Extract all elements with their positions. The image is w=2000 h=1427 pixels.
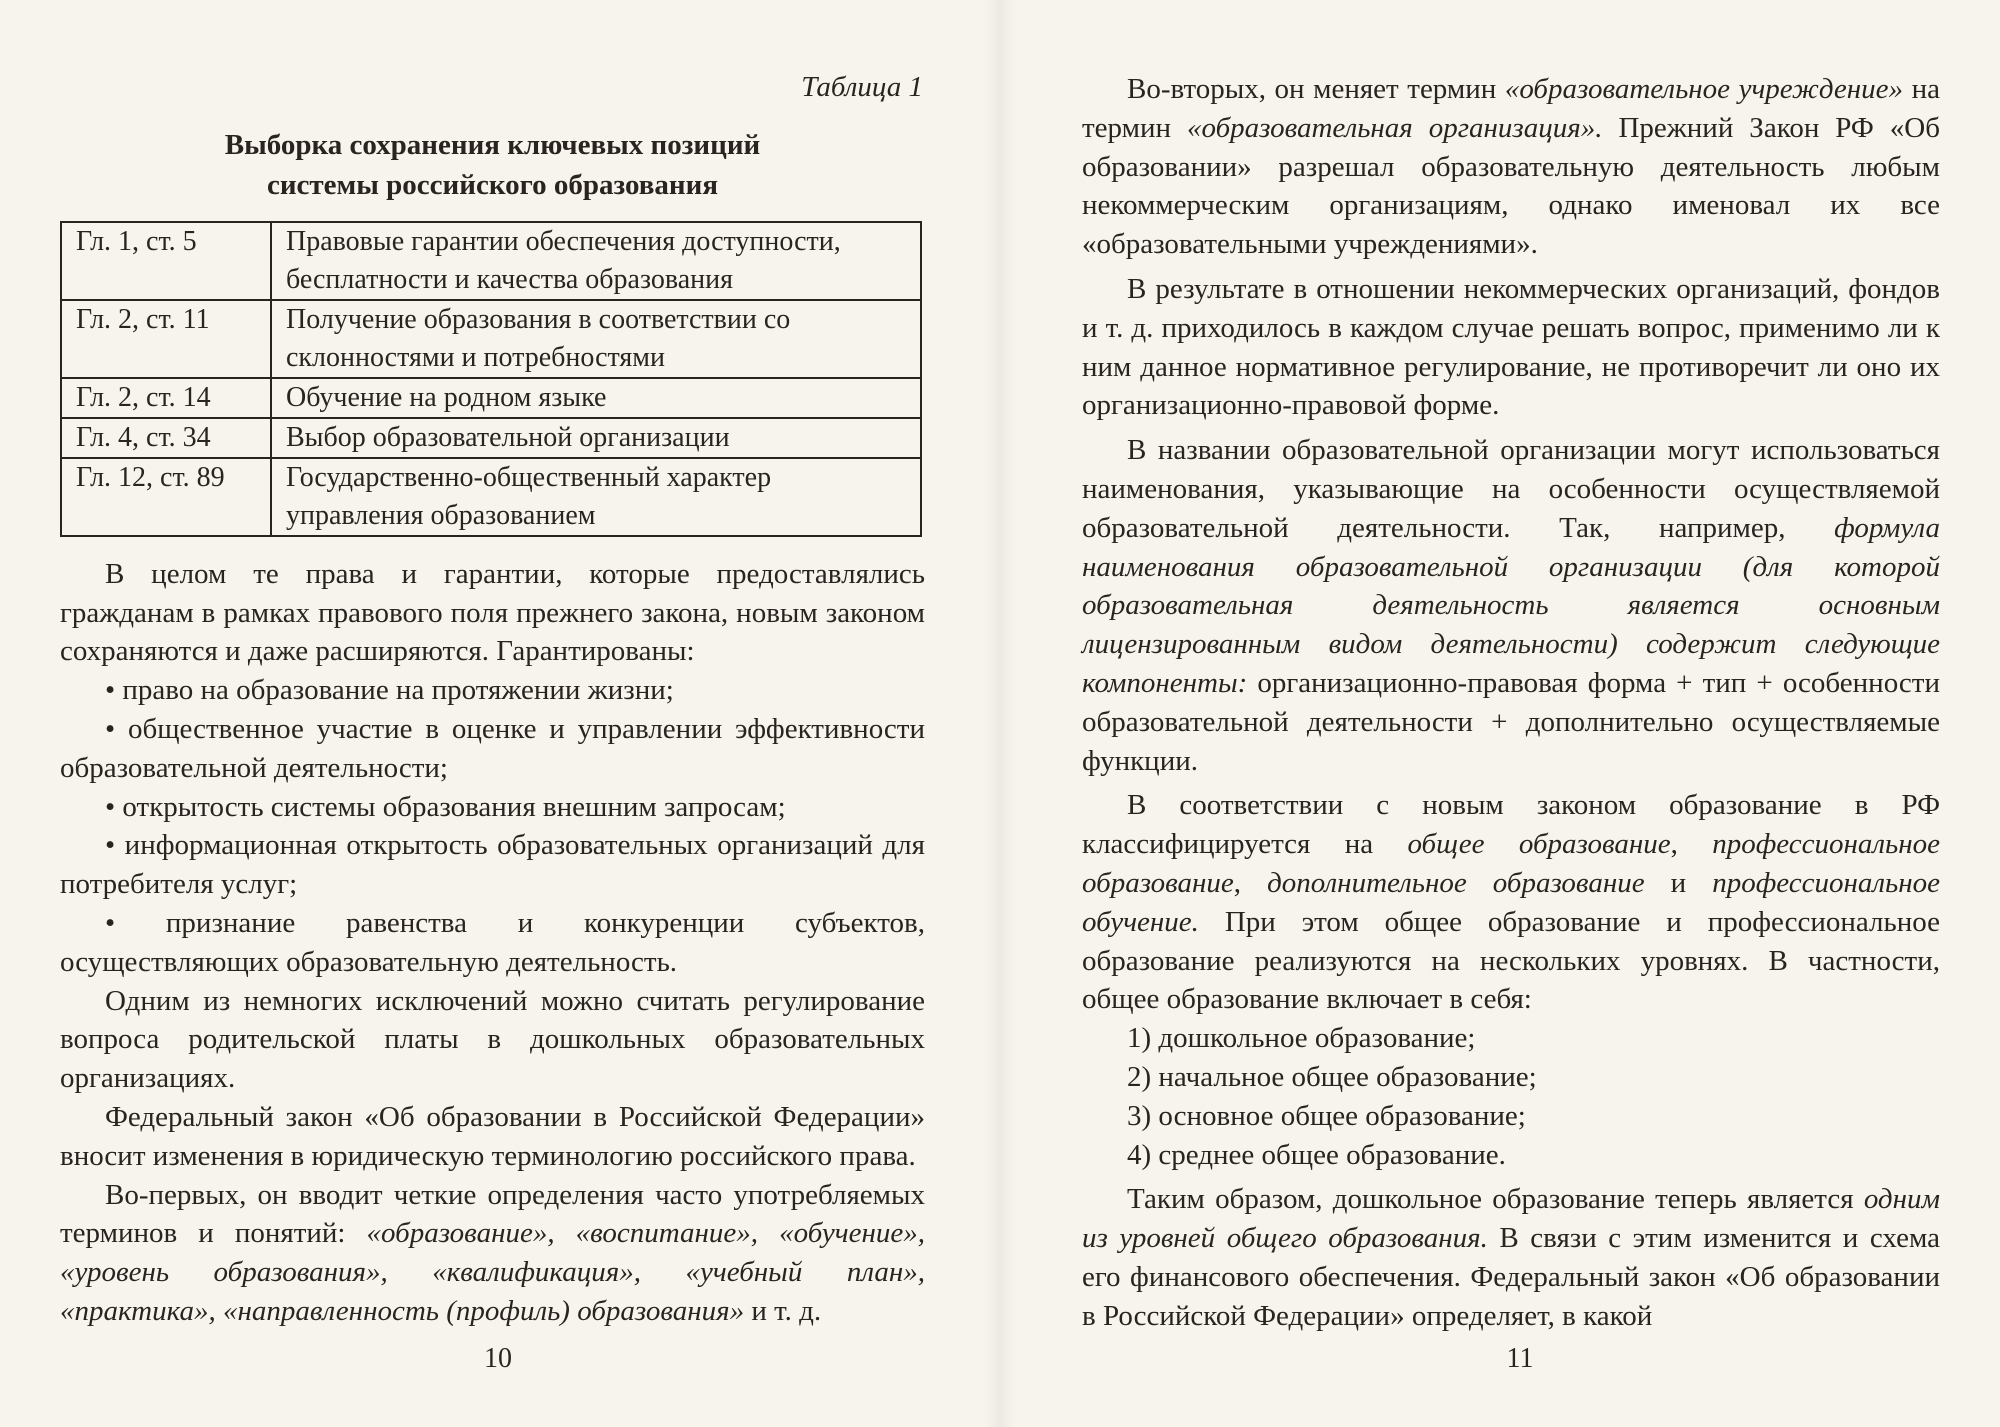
term-professional-training: профессиональное обучение. (1082, 866, 1940, 938)
page-number-right: 11 (1506, 1343, 1534, 1374)
paragraph-firstly (60, 1176, 925, 1331)
paragraph-firstly-text: Во-первых, он вводит четкие определения часто употребляемых терминов и понятий: (60, 1178, 925, 1250)
table-row (61, 458, 921, 536)
paragraph-rights: В целом те права и гарантии, которые предоставлялись гражданам в рамках правового поля прежнего закона, новым законом сохраняются и даже расширяются. Гарантированы: (60, 557, 925, 668)
table-row (61, 300, 921, 378)
conclusion-italic: одним из уровней общего образования. (1082, 1183, 1940, 1255)
bullet-item: • открытость системы образования внешним запросам; (105, 790, 786, 823)
table-title-line-2: системы российского образования (266, 168, 719, 201)
table-cell-ref: Гл. 1, ст. 5 (61, 222, 271, 300)
paragraph-result: В результате в отношении некоммерческих организаций, фондов и т. д. приходилось в каждом случае решать вопрос, применимо ли к ним данное нормативное регулирование, не противоречит ли оно их организационно-правовой форме. (1082, 272, 1940, 422)
bullet-item: • признание равенства и конкуренции субъектов, осуществляющих образовательную деятельность. (60, 906, 925, 978)
classification-end: При этом общее образование и профессиональное образование реализуются на нескольких уровнях. В частности, общее образование включает в себя: (1082, 905, 1940, 1016)
page-number-left: 10 (484, 1343, 512, 1374)
term-professional-education: профессиональное образование (1082, 828, 1940, 899)
table-cell-text: Правовые гарантии обеспечения доступности, бесплатности и качества образования (271, 222, 921, 300)
right-page (1000, 0, 2000, 1427)
term-institution: «образовательное учреждение» (1504, 73, 1904, 105)
paragraph-exceptions: Одним из немногих исключений можно считать регулирование вопроса родительской платы в дошкольных образовательных организациях. (60, 984, 925, 1095)
table-row (61, 222, 921, 300)
table-row (61, 378, 921, 418)
bullet-item: • право на образование на протяжении жизни; (105, 674, 674, 707)
bullet-item: • информационная открытость образовательных организаций для потребителя услуг; (60, 829, 925, 901)
conclusion-text: Таким образом, дошкольное образование теперь является (1127, 1183, 1864, 1216)
paragraph-naming-text: В названии образовательной организации могут использоваться наименования, указывающие на особенности осуществляемой образовательной деятельности. Так, например, (1082, 434, 1940, 544)
list-item: 2) начальное общее образование; (1127, 1060, 1537, 1093)
separator: , (1233, 866, 1268, 899)
conclusion-end: В связи с этим изменится и схема его финансового обеспечения. Федеральный закон «Об образовании в Российской Федерации» определяет, в какой (1082, 1222, 1940, 1332)
table-cell-ref: Гл. 12, ст. 89 (61, 458, 271, 536)
key-positions-table (60, 221, 922, 537)
table-caption: Таблица 1 (801, 71, 923, 103)
paragraph-federal-law: Федеральный закон «Об образовании в Российской Федерации» вносит изменения в юридическую терминологию российского права. (60, 1100, 925, 1172)
table-cell-text: Обучение на родном языке (271, 378, 921, 418)
list-item: 4) среднее общее образование. (1127, 1138, 1506, 1171)
paragraph-secondly (1082, 70, 1940, 264)
paragraph-conclusion (1082, 1180, 1940, 1335)
list-item: 3) основное общее образование; (1127, 1099, 1526, 1132)
table-cell-ref: Гл. 2, ст. 14 (61, 378, 271, 418)
bullet-item: • общественное участие в оценке и управлении эффективности образовательной деятельности; (60, 712, 925, 784)
paragraph-classification (1082, 786, 1940, 1019)
table-cell-text: Государственно-общественный характер управления образованием (271, 458, 921, 536)
paragraph-naming (1082, 431, 1940, 780)
paragraph-naming-end: организационно-правовая форма + тип + особенности образовательной деятельности + дополнительно осуществляемые функции. (1082, 666, 1940, 777)
table-cell-ref: Гл. 4, ст. 34 (61, 418, 271, 458)
list-item: 1) дошкольное образование; (1127, 1022, 1476, 1055)
naming-formula-italic: формула наименования образовательной организации (для которой образовательная деятельность является основным лицензированным видом деятельности) содержит следующие компоненты: (1082, 511, 1940, 699)
separator: , (1670, 828, 1713, 861)
term-general-education: общее образование (1407, 828, 1671, 861)
table-title-line-1: Выборка сохранения ключевых позиций (224, 128, 761, 161)
table-cell-text: Получение образования в соответствии со склонностями и потребностями (271, 300, 921, 378)
conjunction: и (1644, 866, 1713, 899)
table-cell-ref: Гл. 2, ст. 11 (61, 300, 271, 378)
paragraph-firstly-end: и т. д. (744, 1294, 822, 1327)
table-cell-text: Выбор образовательной организации (271, 418, 921, 458)
paragraph-secondly-mid: на термин (1082, 73, 1940, 144)
term-organization: «образовательная организация». (1186, 111, 1603, 144)
table-row (61, 418, 921, 458)
paragraph-secondly-text: Во-вторых, он меняет термин (1127, 73, 1505, 105)
paragraph-secondly-end: Прежний Закон РФ «Об образовании» разрешал образовательную деятельность любым некоммерческим организациям, однако именовал их все «образовательными учреждениями». (1082, 111, 1940, 261)
terms-italic: «образование», «воспитание», «обучение», «уровень образования», «квалификация», «учебный план», «практика», «направленность (профиль) образования» (60, 1217, 925, 1327)
term-additional-education: дополнительное образование (1267, 866, 1645, 899)
classification-text: В соответствии с новым законом образование в РФ классифицируется на (1082, 789, 1940, 861)
table-title (60, 125, 925, 205)
